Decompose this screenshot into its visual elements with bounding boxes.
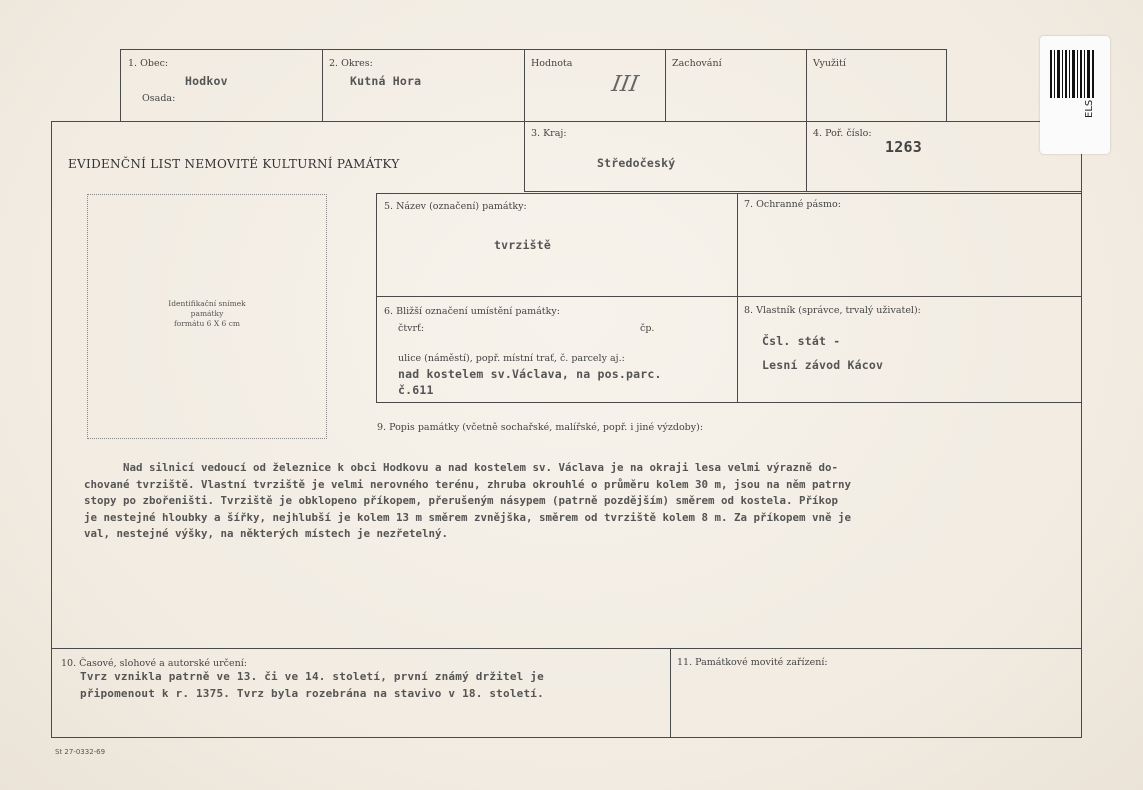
rule bbox=[1081, 121, 1082, 738]
urceni-label: 10. Časové, slohové a autorské určení: bbox=[61, 658, 247, 669]
rule bbox=[665, 49, 666, 121]
vlastnik-line2: Lesní závod Kácov bbox=[762, 358, 884, 372]
urceni-line2: připomenout k r. 1375. Tvrz byla rozebrána na stavivo v 18. století. bbox=[80, 687, 544, 700]
barcode-icon bbox=[1050, 50, 1094, 98]
por-cislo-value: 1263 bbox=[885, 138, 922, 156]
photo-caption-line: formátu 6 X 6 cm bbox=[173, 319, 241, 328]
form-title: EVIDENČNÍ LIST NEMOVITÉ KULTURNÍ PAMÁTKY bbox=[68, 157, 400, 171]
umisteni-label: 6. Bližší označení umístění památky: bbox=[384, 306, 560, 317]
photo-caption-line: památky bbox=[190, 309, 224, 318]
umisteni-line1: nad kostelem sv.Václava, na pos.parc. bbox=[398, 367, 662, 381]
rule bbox=[51, 737, 1081, 738]
por-cislo-label: 4. Poř. číslo: bbox=[813, 128, 872, 139]
cp-label: čp. bbox=[640, 323, 655, 334]
kraj-label: 3. Kraj: bbox=[531, 128, 567, 139]
rule bbox=[51, 121, 1081, 122]
umisteni-line2: č.611 bbox=[398, 383, 434, 397]
nazev-value: tvrziště bbox=[494, 238, 551, 252]
hodnota-label: Hodnota bbox=[531, 58, 573, 69]
vyuziti-label: Využití bbox=[813, 58, 846, 69]
rule bbox=[670, 648, 671, 738]
rule bbox=[51, 648, 1081, 649]
photo-caption-line: Identifikační snímek bbox=[168, 299, 246, 308]
okres-label: 2. Okres: bbox=[329, 58, 373, 69]
ctvrt-label: čtvrť: bbox=[398, 323, 425, 334]
kraj-value: Středočeský bbox=[597, 156, 676, 170]
rule bbox=[806, 49, 807, 191]
zachovani-label: Zachování bbox=[672, 58, 722, 69]
barcode-sticker bbox=[1040, 36, 1110, 154]
rule bbox=[376, 402, 1081, 403]
popis-line: stopy po zbořeništi. Tvrziště je obklopeno příkopem, přerušeným násypem (patrně pozdějším) směrem od kostela. Příkop bbox=[84, 494, 839, 507]
rule bbox=[322, 49, 323, 121]
urceni-line1: Tvrz vznikla patrně ve 13. či ve 14. století, první známý držitel je bbox=[80, 670, 544, 683]
obec-value: Hodkov bbox=[185, 74, 228, 88]
rule bbox=[376, 193, 1081, 194]
rule bbox=[524, 191, 1081, 192]
obec-label: 1. Obec: bbox=[128, 58, 169, 69]
ochranne-pasmo-label: 7. Ochranné pásmo: bbox=[744, 199, 841, 210]
rule bbox=[120, 49, 121, 121]
ulice-label: ulice (náměstí), popř. místní trať, č. parcely aj.: bbox=[398, 353, 625, 364]
vlastnik-line1: Čsl. stát - bbox=[762, 334, 841, 348]
hodnota-value: III bbox=[609, 72, 641, 97]
nazev-label: 5. Název (označení) památky: bbox=[384, 201, 527, 212]
rule bbox=[376, 296, 1081, 297]
zarizeni-label: 11. Památkové movité zařízení: bbox=[677, 657, 828, 668]
popis-line: chované tvrziště. Vlastní tvrziště je velmi nerovného terénu, zhruba okrouhlé o průměru kolem 30 m, jsou na něm patrny bbox=[84, 477, 852, 491]
photo-caption bbox=[88, 299, 326, 329]
rule bbox=[51, 121, 52, 738]
popis-text bbox=[84, 460, 851, 543]
photo-placeholder bbox=[87, 194, 327, 439]
popis-line: val, nestejné výšky, na některých místech je nezřetelný. bbox=[84, 527, 449, 540]
osada-label: Osada: bbox=[142, 93, 176, 104]
rule bbox=[120, 49, 946, 50]
popis-line: Nad silnicí vedoucí od železnice k obci Hodkovu a nad kostelem sv. Václava je na okraji lesa velmi výrazně do- bbox=[84, 461, 839, 474]
rule bbox=[737, 193, 738, 403]
rule bbox=[946, 49, 947, 121]
barcode-label: ELS bbox=[1084, 99, 1095, 118]
footer-code: St 27-0332-69 bbox=[55, 748, 106, 756]
rule bbox=[524, 49, 525, 191]
popis-line: je nestejné hloubky a šířky, nejhlubší je kolem 13 m směrem zvnějška, směrem od tvrziště kolem 8 m. Za příkopem vně je bbox=[84, 510, 852, 524]
rule bbox=[376, 193, 377, 403]
popis-label: 9. Popis památky (včetně sochařské, malířské, popř. i jiné výzdoby): bbox=[377, 422, 704, 433]
vlastnik-label: 8. Vlastník (správce, trvalý uživatel): bbox=[744, 305, 921, 316]
okres-value: Kutná Hora bbox=[350, 74, 422, 88]
